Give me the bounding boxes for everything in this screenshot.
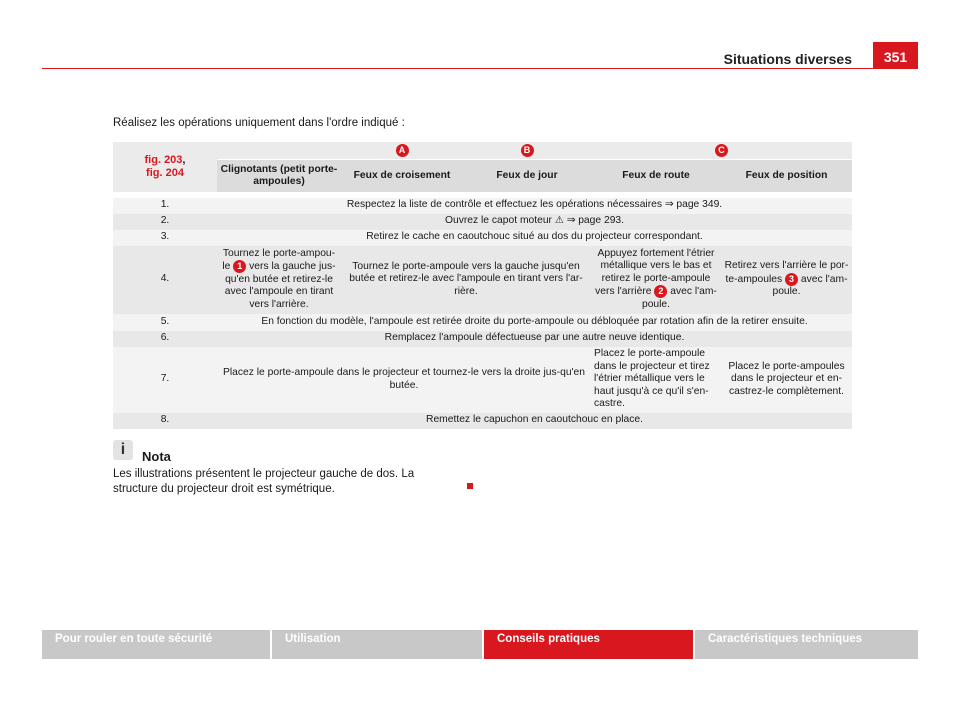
step-number: 2.	[113, 214, 217, 230]
marker-b-cell	[463, 142, 591, 160]
page-reference-link[interactable]: ⇒ page 293.	[566, 215, 625, 227]
nota-text: Les illustrations présentent le projecteur gauche de dos. La structure du projecteur droit est symétrique.	[113, 468, 415, 495]
step-text-part: vers la gauche jus-qu'en butée et retirez-le avec l'ampoule en tirant vers l'arrière.	[224, 261, 336, 310]
step-text: En fonction du modèle, l'ampoule est retirée droite du porte-ampoule ou débloquée par rotation afin de la retirer ensuite.	[217, 314, 852, 331]
fig-203-link[interactable]: fig. 203	[144, 154, 183, 167]
section-title: Situations diverses	[723, 51, 852, 67]
step-text-part: Ouvrez le capot moteur	[444, 215, 552, 227]
footer-tab-caracteristiques[interactable]: Caractéristiques techniques	[695, 630, 918, 659]
step-number: 6.	[113, 331, 217, 347]
step-text: Respectez la liste de contrôle et effectuez les opérations nécessaires ⇒ page 349.	[217, 198, 852, 214]
step-number: 3.	[113, 230, 217, 246]
step-cell-position	[721, 246, 852, 314]
marker-a: A	[396, 144, 409, 157]
intro-text: Réalisez les opérations uniquement dans l'ordre indiqué :	[113, 117, 405, 129]
table-row	[113, 347, 852, 413]
step-cell-croisement-jour: Tournez le porte-ampoule vers la gauche jusqu'en butée et retirez-le avec l'ampoule en tirant vers l'ar-rière.	[341, 246, 591, 314]
table-row	[113, 331, 852, 347]
step-text-part: avec l'am-poule.	[772, 273, 848, 298]
step-cell-position: Placez le porte-ampoules dans le projecteur et en-castrez-le complètement.	[721, 347, 852, 413]
step-cell-clignotants	[217, 246, 341, 314]
step-text-part: avec l'am-poule.	[641, 286, 717, 310]
step-number: 1.	[113, 198, 217, 214]
table-row	[113, 198, 852, 214]
table-row	[113, 230, 852, 246]
footer-tab-securite[interactable]: Pour rouler en toute sécurité	[42, 630, 272, 659]
table-row	[113, 246, 852, 314]
operations-table	[113, 142, 852, 429]
header-divider	[42, 68, 873, 69]
table-row	[113, 314, 852, 331]
step-text-part: Appuyez fortement l'étrier métallique vers le bas et retirez le porte-ampoule vers l'arrière	[595, 247, 715, 298]
column-header: Feux de jour	[463, 160, 591, 193]
header-blank	[217, 142, 341, 160]
end-of-section-marker	[467, 483, 473, 489]
marker-c: C	[715, 144, 728, 157]
step-number: 8.	[113, 413, 217, 429]
marker-b: B	[521, 144, 534, 157]
marker-1: 1	[233, 260, 246, 273]
step-text: Remettez le capuchon en caoutchouc en place.	[217, 413, 852, 429]
warning-triangle-icon: ⚠	[554, 215, 564, 227]
step-number: 4.	[113, 246, 217, 314]
step-text: Retirez le cache en caoutchouc situé au dos du projecteur correspondant.	[217, 230, 852, 246]
footer-tab-conseils[interactable]: Conseils pratiques	[484, 630, 695, 659]
footer-tab-utilisation[interactable]: Utilisation	[272, 630, 484, 659]
figure-reference	[113, 142, 217, 192]
column-header: Feux de position	[721, 160, 852, 193]
step-cell-route: Placez le porte-ampoule dans le projecteur et tirez l'étrier métallique vers le haut jusqu'à ce qu'il s'en-castre.	[591, 347, 721, 413]
column-header: Feux de route	[591, 160, 721, 193]
info-hand-icon: i	[113, 440, 133, 460]
step-text	[217, 214, 852, 230]
nota-title: Nota	[142, 449, 171, 464]
marker-c-cell	[591, 142, 852, 160]
fig-separator: ,	[182, 154, 186, 167]
marker-2: 2	[654, 285, 667, 298]
footer-nav	[42, 630, 918, 659]
marker-a-cell	[341, 142, 463, 160]
step-text-part: Tournez le porte-ampou-le	[222, 247, 336, 273]
step-text-part: Retirez vers l'arrière le por-te-ampoules	[724, 260, 849, 285]
step-number: 7.	[113, 347, 217, 413]
step-cell-route	[591, 246, 721, 314]
step-number: 5.	[113, 314, 217, 331]
column-header: Clignotants (petit porte-ampoules)	[217, 160, 341, 193]
step-cell-clignotants-croisement-jour: Placez le porte-ampoule dans le projecteur et tournez-le vers la droite jus-qu'en butée.	[217, 347, 591, 413]
table-row	[113, 214, 852, 230]
fig-204-link[interactable]: fig. 204	[146, 166, 184, 179]
step-text: Remplacez l'ampoule défectueuse par une autre neuve identique.	[217, 331, 852, 347]
table-row	[113, 413, 852, 429]
column-header: Feux de croisement	[341, 160, 463, 193]
page-number-badge: 351	[873, 42, 918, 69]
marker-3: 3	[785, 273, 798, 286]
